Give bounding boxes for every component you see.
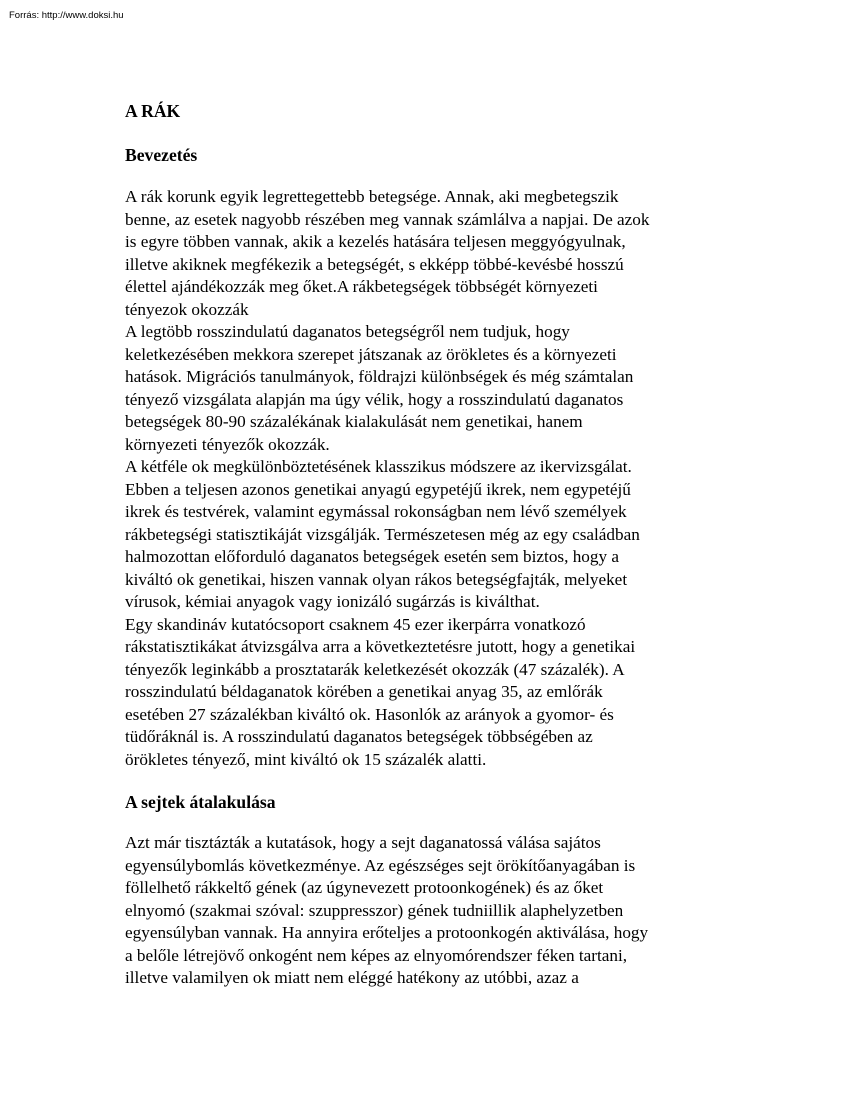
- text-line: Azt már tisztázták a kutatások, hogy a sejt daganatossá válása sajátos: [125, 833, 601, 852]
- text-line: rosszindulatú béldaganatok körében a genetikai anyag 35, az emlőrák: [125, 682, 603, 701]
- text-line: illetve akiknek megfékezik a betegségét, s ekképp többé-kevésbé hosszú: [125, 254, 624, 274]
- text-line: illetve valamilyen ok miatt nem eléggé hatékony az utóbbi, azaz a: [125, 968, 579, 987]
- text-line: örökletes tényező, mint kiváltó ok 15 százalék alatti.: [125, 749, 487, 769]
- text-line: halmozottan előforduló daganatos betegségek esetén sem biztos, hogy a: [125, 547, 619, 566]
- document-body: [125, 100, 725, 990]
- text-line: tüdőráknál is. A rosszindulatú daganatos betegségek többségében az: [125, 727, 593, 746]
- source-url: Forrás: http://www.doksi.hu: [9, 10, 124, 21]
- section-paragraph-bevezetes: [125, 186, 725, 771]
- section-paragraph-sejtek: [125, 832, 725, 990]
- text-line: föllelhető rákkeltő gének (az úgynevezett protoonkogének) és az őket: [125, 878, 604, 897]
- text-line: Egy skandináv kutatócsoport csaknem 45 ezer ikerpárra vonatkozó: [125, 614, 586, 634]
- text-line: tényezők leginkább a prosztatarák keletkezését okozzák (47 százalék). A: [125, 659, 625, 679]
- text-line: betegségek 80-90 százalékának kialakulását nem genetikai, hanem: [125, 412, 583, 431]
- text-line: környezeti tényezők okozzák.: [125, 434, 330, 454]
- text-line: tényezok okozzák: [125, 299, 249, 319]
- text-line: is egyre többen vannak, akik a kezelés hatására teljesen meggyógyulnak,: [125, 232, 626, 251]
- text-line: egyensúlybomlás következménye. Az egészséges sejt örökítőanyagában is: [125, 855, 636, 875]
- text-line: rákbetegségi statisztikáját vizsgálják. Természetesen még az egy családban: [125, 524, 640, 544]
- text-line: ikrek és testvérek, valamint egymással rokonságban nem lévő személyek: [125, 502, 627, 521]
- text-line: benne, az esetek nagyobb részében meg vannak számlálva a napjai. De azok: [125, 209, 650, 229]
- text-line: rákstatisztikákat átvizsgálva arra a következtetésre jutott, hogy a genetikai: [125, 637, 636, 656]
- text-line: tényező vizsgálata alapján ma úgy vélik, hogy a rosszindulatú daganatos: [125, 389, 624, 409]
- text-line: vírusok, kémiai anyagok vagy ionizáló sugárzás is kiválthat.: [125, 592, 540, 611]
- document-title: A RÁK: [125, 101, 181, 121]
- text-line: elnyomó (szakmai szóval: szuppresszor) gének tudniillik alaphelyzetben: [125, 900, 624, 920]
- text-line: hatások. Migrációs tanulmányok, földrajzi különbségek és még számtalan: [125, 367, 634, 386]
- text-line: esetében 27 százalékban kiváltó ok. Hasonlók az arányok a gyomor- és: [125, 704, 614, 724]
- text-line: A rák korunk egyik legrettegettebb betegsége. Annak, aki megbetegszik: [125, 187, 619, 206]
- section-heading-sejtek: A sejtek átalakulása: [125, 792, 276, 812]
- text-line: egyensúlyban vannak. Ha annyira erőteljes a protoonkogén aktiválása, hogy: [125, 923, 649, 942]
- text-line: Ebben a teljesen azonos genetikai anyagú egypetéjű ikrek, nem egypetéjű: [125, 479, 631, 499]
- text-line: élettel ajándékozzák meg őket.A rákbetegségek többségét környezeti: [125, 277, 598, 296]
- text-line: A kétféle ok megkülönböztetésének klasszikus módszere az ikervizsgálat.: [125, 457, 632, 476]
- section-heading-bevezetes: Bevezetés: [125, 145, 198, 165]
- text-line: A legtöbb rosszindulatú daganatos betegségről nem tudjuk, hogy: [125, 322, 570, 341]
- text-line: a belőle létrejövő onkogént nem képes az elnyomórendszer féken tartani,: [125, 945, 628, 965]
- text-line: kiváltó ok genetikai, hiszen vannak olyan rákos betegségfajták, melyeket: [125, 569, 628, 589]
- text-line: keletkezésében mekkora szerepet játszanak az örökletes és a környezeti: [125, 344, 617, 364]
